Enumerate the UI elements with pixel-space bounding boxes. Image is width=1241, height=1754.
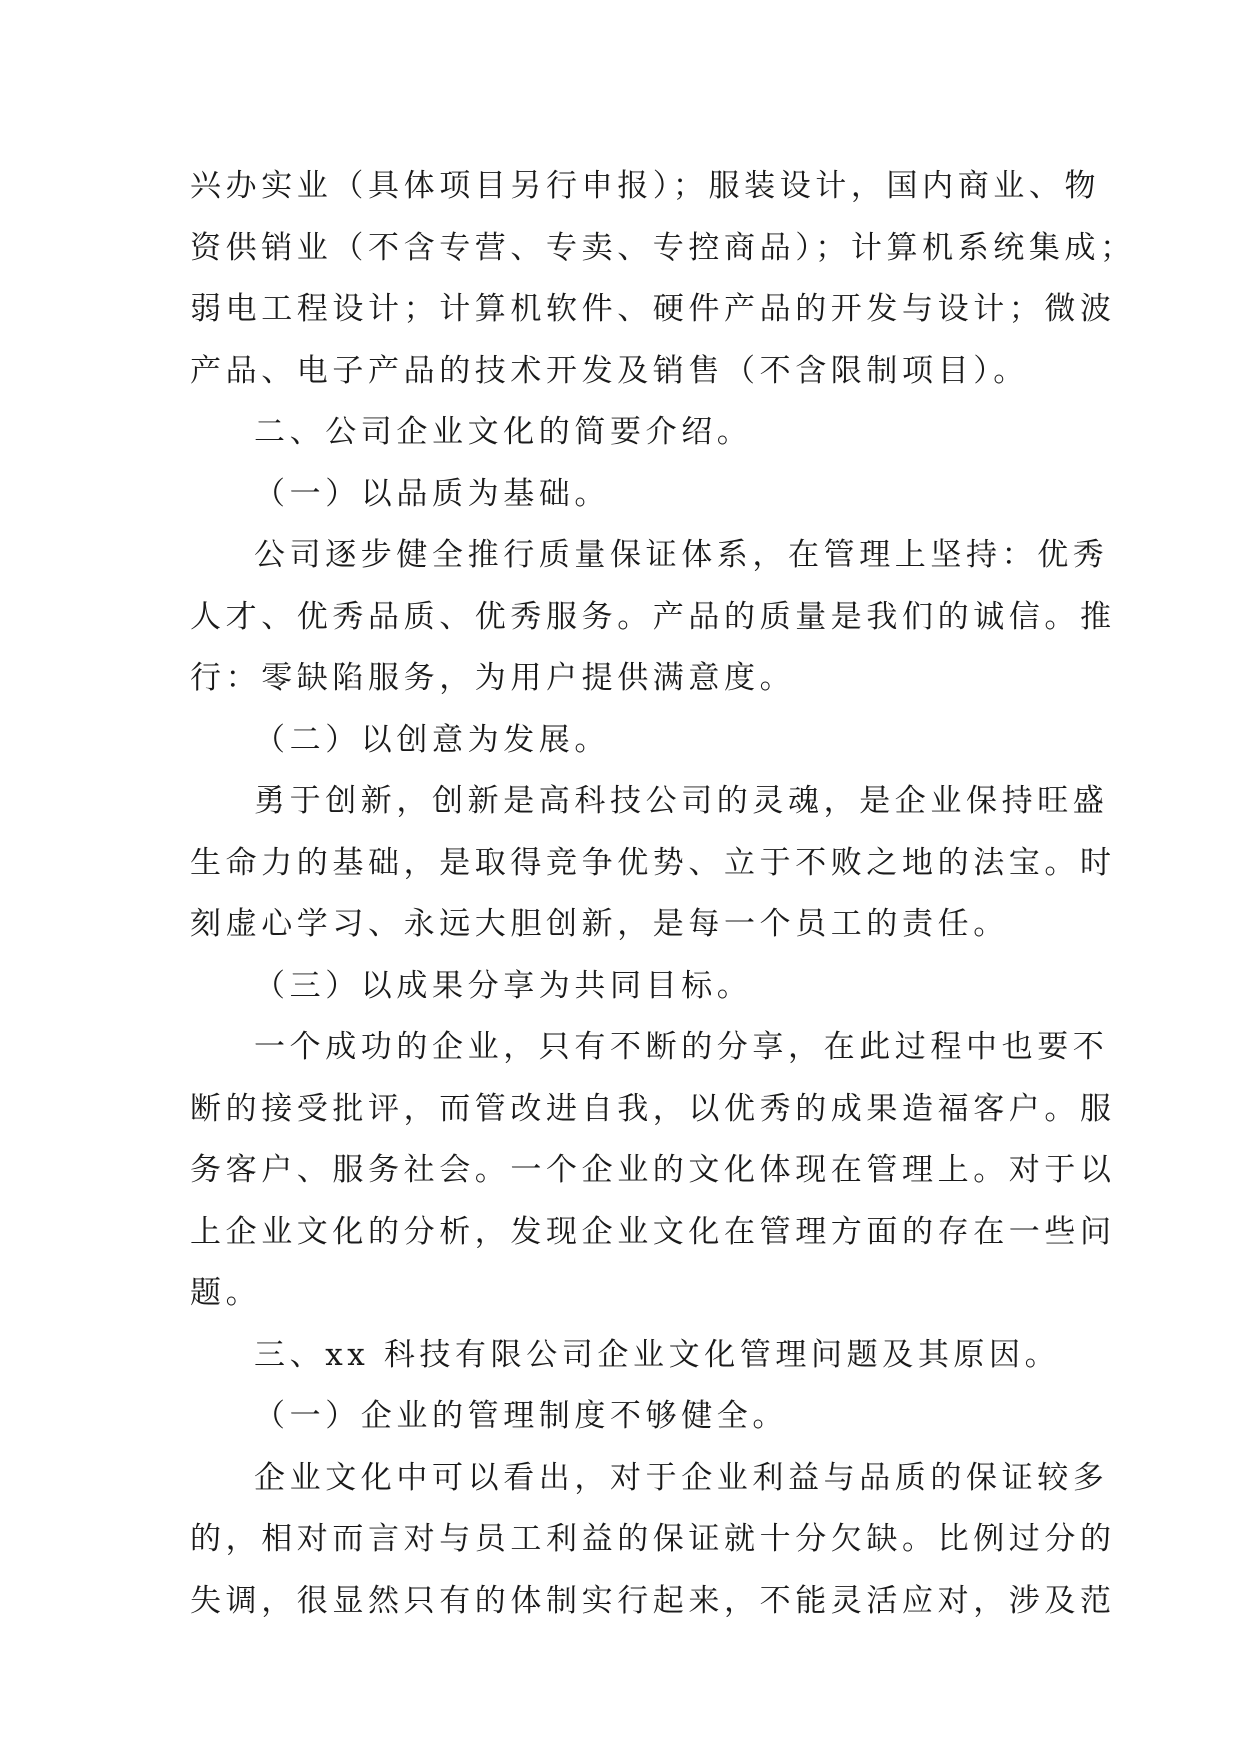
body-text-line: 的，相对而言对与员工利益的保证就十分欠缺。比例过分的 <box>190 1521 1116 1557</box>
subsection-heading: （二）以创意为发展。 <box>254 721 610 758</box>
body-text-line: 刻虚心学习、永远大胆创新，是每一个员工的责任。 <box>190 906 1009 942</box>
section-heading: 三、xx 科技有限公司企业文化管理问题及其原因。 <box>254 1336 1061 1373</box>
paragraph-first-line: 企业文化中可以看出，对于企业利益与品质的保证较多 <box>254 1459 1109 1496</box>
body-text-line: 弱电工程设计；计算机软件、硬件产品的开发与设计；微波 <box>190 291 1116 327</box>
body-text-line: 失调，很显然只有的体制实行起来，不能灵活应对，涉及范 <box>190 1582 1116 1619</box>
document-body <box>190 156 1136 1632</box>
subsection-heading: （三）以成果分享为共同目标。 <box>254 967 753 1004</box>
body-text-line: 产品、电子产品的技术开发及销售（不含限制项目）。 <box>190 352 1029 389</box>
paragraph-first-line: 一个成功的企业，只有不断的分享，在此过程中也要不 <box>254 1029 1109 1065</box>
body-text-line: 生命力的基础，是取得竞争优势、立于不败之地的法宝。时 <box>190 844 1116 881</box>
body-text-line: 断的接受批评，而管改进自我，以优秀的成果造福客户。服 <box>190 1090 1116 1127</box>
subsection-heading: （一）以品质为基础。 <box>254 475 610 512</box>
body-text-line: 资供销业（不含专营、专卖、专控商品）；计算机系统集成； <box>190 229 1136 266</box>
paragraph-first-line: 勇于创新，创新是高科技公司的灵魂，是企业保持旺盛 <box>254 783 1109 819</box>
section-heading: 二、公司企业文化的简要介绍。 <box>254 414 753 450</box>
body-text-line: 题。 <box>190 1275 262 1311</box>
body-text-line: 人才、优秀品质、优秀服务。产品的质量是我们的诚信。推 <box>190 598 1116 635</box>
paragraph-first-line: 公司逐步健全推行质量保证体系，在管理上坚持：优秀 <box>254 537 1109 573</box>
body-text-line: 上企业文化的分析，发现企业文化在管理方面的存在一些问 <box>190 1213 1116 1250</box>
body-text-line: 务客户、服务社会。一个企业的文化体现在管理上。对于以 <box>190 1152 1116 1188</box>
subsection-heading: （一）企业的管理制度不够健全。 <box>254 1398 788 1434</box>
body-text-line: 兴办实业（具体项目另行申报）；服装设计，国内商业、物 <box>190 168 1101 204</box>
body-text-line: 行：零缺陷服务，为用户提供满意度。 <box>190 660 796 696</box>
